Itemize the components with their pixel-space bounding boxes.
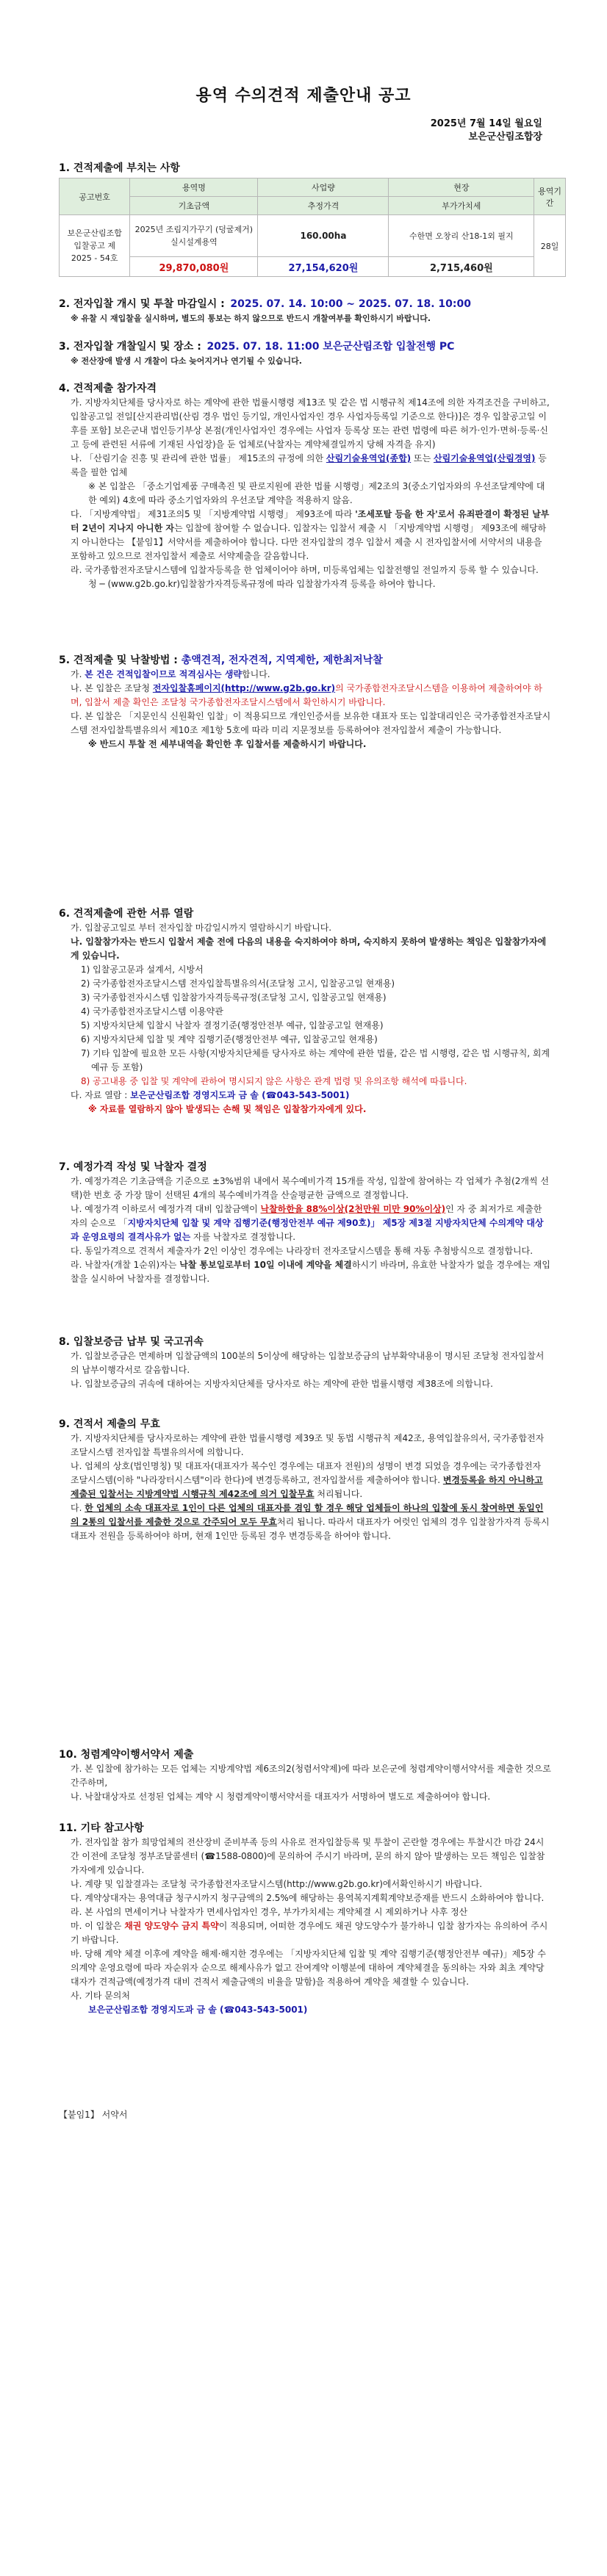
section-6 xyxy=(59,907,551,1116)
section-2-heading: 2. 전자입찰 개시 및 투찰 마감일시 : xyxy=(59,298,225,310)
s5-item-ga: 가. 본 건은 견적입찰이므로 적격심사는 생략합니다. xyxy=(71,669,270,679)
section-10-heading: 10. 청렴계약이행서약서 제출 xyxy=(59,1749,194,1761)
section-11-heading: 11. 기타 참고사항 xyxy=(59,1822,144,1834)
issuer: 보은군산림조합장 xyxy=(468,131,542,142)
s7-item-na: 나. 예정가격 이하로서 예정가격 대비 입찰금액이 낙찰하한율 88%이상(2천만원 미만 90%이상)인 자 중 최저가로 제출한 자의 순으로 「지방자치단체 입찰 및 계약 집행기준(행정안전부 예규 제90호)」 제5장 제3절 지방자치단체 수의계약 대상과 운영요령의 결격사유가 없는 자를 낙찰자로 결정합니다. xyxy=(71,1204,544,1242)
hdr-site: 현장 xyxy=(389,178,534,197)
s6-doc-3: 3) 국가종합전자시스템 입찰참가자격등록규정(조달청 고시, 입찰공고일 현재용) xyxy=(81,992,387,1003)
section-3 xyxy=(59,340,551,368)
s9-item-ga: 가. 지방자치단체를 당사자로하는 계약에 관한 법률시행령 제39조 및 동법 시행규칙 제42조, 용역입찰유의서, 국가종합전자조달시스템 전자입찰 특별유의서에 의합니다. xyxy=(71,1433,545,1457)
s6-item-ga: 가. 입찰공고일로 부터 전자입찰 마감일시까지 열람하시기 바랍니다. xyxy=(71,923,332,933)
s4-item-na: 나. 「산림기술 진흥 및 관리에 관한 법률」 제15조의 규정에 의한 산림기술용역업(종합) 또는 산림기술용역업(산림경영) 등록을 필한 업체 xyxy=(71,453,547,477)
s6-item-da: 다. 자료 열람 : 보은군산림조합 경영지도과 금 솔 (☎043-543-5001) xyxy=(71,1090,350,1100)
s4-note: ※ 본 입찰은 「중소기업제품 구매촉진 및 판로지원에 관한 법률 시행령」제2조의 3(중소기업자와의 우선조달계약에 대한 예외) 4호에 따라 중소기업자와의 우선조달 계약을 적용하지 않음. xyxy=(88,481,545,505)
estimated-price: 27,154,620원 xyxy=(258,257,389,277)
section-8-heading: 8. 입찰보증금 납부 및 국고귀속 xyxy=(59,1336,204,1348)
s6-item-na: 나. 입찰참가자는 반드시 입찰서 제출 전에 다음의 내용을 숙지하여야 하며, 숙지하지 못하여 발생하는 책임은 입찰참가자에게 있습니다. xyxy=(71,937,547,961)
s5-item-da: 다. 본 입찰은 「지문인식 신원확인 입찰」이 적용되므로 개인인증서를 보유한 대표자 또는 입찰대리인은 국가종합전자조달시스템 전자입찰특별유의서 제10조 제1항 5호에 따라 미리 지문정보를 등록하여야 전자입찰서 제출이 가능합니다. xyxy=(71,711,551,735)
section-3-note: ※ 전산장애 발생 시 개찰이 다소 늦어지거나 연기될 수 있습니다. xyxy=(71,356,302,366)
s7-item-ra: 라. 낙찰자(개찰 1순위)자는 낙찰 통보일로부터 10일 이내에 계약을 체결하시기 바라며, 유효한 낙찰자가 없을 경우에는 재입찰을 실시하여 낙찰자를 결정합니다. xyxy=(71,1260,550,1284)
s11-item-da: 다. 계약상대자는 용역대금 청구시까지 청구금액의 2.5%에 해당하는 용역복지계획계약보증재를 반드시 소화하여야 합니다. xyxy=(71,1893,545,1903)
business-qty: 160.00ha xyxy=(258,215,389,257)
service-name: 2025년 조림지가꾸기 (덩굴제거) 실시설계용역 xyxy=(130,215,258,257)
section-3-heading: 3. 전자입찰 개찰일시 및 장소 : xyxy=(59,341,201,353)
s6-doc-4: 4) 국가종합전자조달시스템 이용약관 xyxy=(81,1006,223,1017)
section-6-heading: 6. 견적제출에 관한 서류 열람 xyxy=(59,908,194,920)
section-9-heading: 9. 견적서 제출의 무효 xyxy=(59,1418,160,1430)
s8-item-ga: 가. 입찰보증금은 면제하며 입찰금액의 100분의 5이상에 해당하는 입찰보증금의 납부확약내용이 명시된 조달청 전자입찰서의 납부이행각서로 갈음합니다. xyxy=(71,1351,545,1375)
bid-period: 2025. 07. 14. 10:00 ~ 2025. 07. 18. 10:00 xyxy=(230,298,471,310)
attachment-label: 【붙임1】 서약서 xyxy=(59,2110,128,2120)
vat-amount: 2,715,460원 xyxy=(389,257,534,277)
s4-item-ra: 라. 국가종합전자조달시스템에 입찰자등록을 한 업체이어야 하며, 미등록업체는 입찰전행일 전일까지 등록 할 수 있습니다. xyxy=(71,565,539,575)
hdr-service: 용역명 xyxy=(130,178,258,197)
s9-item-na: 나. 업체의 상호(법인명칭) 및 대표자(대표자가 복수인 경우에는 대표자 전원)의 성명이 변경 되었을 경우에는 국가종합전자 조달시스템(이하 "나라장터시스템"이라 한다)에 변경등록하고, 전자입찰서를 제출하여야 합니다. 변경등록을 하지 아니하고 제출된 입찰서는 지방계약법 시행규칙 제42조에 의거 입찰무효 처리됩니다. xyxy=(71,1461,543,1499)
overview-table xyxy=(59,178,566,277)
hdr-period: 용역기간 xyxy=(534,178,566,215)
s7-item-da: 다. 동일가격으로 견적서 제출자가 2인 이상인 경우에는 나라장터 전자조달시스템을 통해 자동 추첨방식으로 결정합니다. xyxy=(71,1246,534,1256)
s7-item-ga: 가. 예정가격은 기초금액을 기준으로 ±3%범위 내에서 복수예비가격 15개를 작성, 입찰에 참여하는 각 업체가 추첨(2개씩 선택)한 번호 중 가장 많이 선택된 4개의 복수예비가격을 산술평균한 금액으로 결정합니다. xyxy=(71,1176,549,1200)
section-10 xyxy=(59,1748,551,1804)
s11-item-sa: 사. 기타 문의처 xyxy=(71,1991,130,2001)
issue-date: 2025년 7월 14일 월요일 xyxy=(430,118,542,129)
section-2-note: ※ 유찰 시 재입찰을 실시하며, 별도의 통보는 하지 않으므로 반드시 개찰여부를 확인하시기 바랍니다. xyxy=(71,314,431,323)
s10-item-na: 나. 낙찰대상자로 선정된 업체는 계약 시 청렴계약이행서약서를 대표자가 서명하여 별도로 제출하여야 합니다. xyxy=(71,1792,491,1802)
s6-doc-6: 6) 지방자치단체 입찰 및 계약 집행기준(행정안전부 예규, 입찰공고일 현재용) xyxy=(81,1034,378,1045)
hdr-est: 추정가격 xyxy=(258,197,389,215)
section-5 xyxy=(59,654,551,751)
hdr-vat: 부가가치세 xyxy=(389,197,534,215)
s11-contact: 보은군산림조합 경영지도과 금 솔 (☎043-543-5001) xyxy=(88,2005,308,2015)
issue-info xyxy=(431,118,542,144)
s4-item-ga: 가. 지방자치단체를 당사자로 하는 계약에 관한 법률시행령 제13조 및 같은 법 시행규칙 제14조에 의한 자격조건을 구비하고, 입찰공고일 전일[산지관리법(산림 경우 법인 등기일, 개인사업자인 경우 사업자등록일 기준으로 한다)]은 경우 입찰공고일 이후를 포함] 보은군내 법인등기부상 본점(개인사업자인 경우에는 사업자 등록상 또는 관련 법령에 따른 허가·인가·면허·등록·신고 등에 관련된 서류에 기재된 사업장)을 둔 업체로(낙찰자는 계약체결일까지 당해 자격을 유지) xyxy=(71,397,550,450)
s4-item-da: 다. 「지방계약법」 제31조의5 및 「지방계약법 시행령」 제93조에 따라 '조세포탈 등을 한 자'로서 유죄판결이 확정된 날부터 2년이 지나지 아니한 자는 입찰에 참여할 수 없습니다. 입찰자는 입찰서 제출 시 「지방계약법 시행령」 제93조에 해당하지 아니한다는 【붙임1】서약서를 제출하여야 합니다. 다만 전자입찰의 경우 입찰서 제출 시 전자입찰서에 서약서의 내용을 포함하고 있으므로 전자입찰서 제출로 서약제출을 갈음합니다. xyxy=(71,509,550,561)
section-8 xyxy=(59,1335,551,1391)
s11-item-ra: 라. 본 사업의 면세이거나 낙찰자가 면세사업자인 경우, 부가가치세는 계약체결 시 제외하거나 사후 정산 xyxy=(71,1907,468,1917)
hdr-business: 사업량 xyxy=(258,178,389,197)
s5-note: ※ 반드시 투찰 전 세부내역을 확인한 후 입찰서를 제출하시기 바랍니다. xyxy=(88,739,367,749)
section-9 xyxy=(59,1418,551,1543)
section-1-heading: 1. 견적제출에 부치는 사항 xyxy=(59,162,180,174)
notice-number: 보은군산림조합 입찰공고 제 2025 - 54호 xyxy=(60,215,130,277)
site-location: 수한면 오창리 산18-1외 필지 xyxy=(389,215,534,257)
s10-item-ga: 가. 본 입찰에 참가하는 모든 업체는 지방계약법 제6조의2(청렴서약제)에 따라 보은군에 청렴계약이행서약서를 제출한 것으로 간주하며, xyxy=(71,1764,551,1788)
hdr-base: 기초금액 xyxy=(130,197,258,215)
s6-doc-5: 5) 지방자치단체 입찰시 낙찰자 결정기준(행정안전부 예규, 입찰공고일 현재용) xyxy=(81,1020,384,1031)
section-4 xyxy=(59,382,551,591)
s5-item-na: 나. 본 입찰은 조달청 전자입찰홈페이지(http://www.g2b.go.kr)의 국가종합전자조달시스템을 이용하여 제출하여야 하며, 입찰서 제출 확인은 조달청 국가종합전자조달시스템에서 확인하시기 바랍니다. xyxy=(71,683,543,707)
s6-doc-2: 2) 국가종합전자조달시스템 전자입찰특별유의서(조달청 고시, 입찰공고일 현재용) xyxy=(81,978,395,989)
s11-item-ga: 가. 전자입찰 참가 희망업체의 전산장비 준비부족 등의 사유로 전자입찰등록 및 투찰이 곤란할 경우에는 투찰시간 마감 24시간 이전에 조달청 정부조달콜센터 (☎1588-0800)에 문의하여 주시기 바라며, 문의 하지 않아 발생하는 모든 책임은 입찰참가자에게 있습니다. xyxy=(71,1837,545,1875)
page-title: 용역 수의견적 제출안내 공고 xyxy=(195,87,412,105)
opening-info: 2025. 07. 18. 11:00 보은군산림조합 입찰전행 PC xyxy=(206,341,455,353)
section-7-heading: 7. 예정가격 작성 및 낙찰자 결정 xyxy=(59,1161,207,1173)
s8-item-na: 나. 입찰보증금의 귀속에 대하여는 지방자치단체를 당사자로 하는 계약에 관한 법률시행령 제38조에 의합니다. xyxy=(71,1379,493,1389)
section-4-heading: 4. 견적제출 참가자격 xyxy=(59,383,157,394)
attachment-note xyxy=(59,2108,551,2122)
section-2 xyxy=(59,297,551,325)
bid-method: 총액견적, 전자견적, 지역제한, 제한최저낙찰 xyxy=(181,654,383,666)
section-11 xyxy=(59,1822,551,2017)
section-5-heading: 5. 견적제출 및 낙찰방법 : xyxy=(59,654,182,666)
s6-doc-7: 7) 기타 입찰에 필요한 모든 사항(지방자치단체를 당사자로 하는 계약에 관한 법률, 같은 법 시행령, 같은 법 시행규칙, 회계 예규 등 포함) xyxy=(81,1048,550,1072)
s9-item-da: 다. 한 업체의 소속 대표자로 1인이 다른 업체의 대표자를 겸임 할 경우 해당 업체들이 하나의 입찰에 동시 참여하면 동일인의 2통의 입찰서를 제출한 것으로 간주되어 모두 무효처리 됩니다. 따라서 대표자가 여럿인 업체의 경우 입찰참가자격 등록시 대표자 전원을 등록하여야 하며, 현재 1인만 등록된 경우 변경등록을 하여야 합니다. xyxy=(71,1503,550,1541)
s11-item-na: 나. 계량 및 입찰결과는 조달청 국가종합전자조달시스템(http://www.g2b.go.kr)에서확인하시기 바랍니다. xyxy=(71,1879,483,1889)
s6-note: ※ 자료를 열람하지 않아 발생되는 손해 및 책임은 입찰참가자에게 있다. xyxy=(88,1104,367,1114)
service-period: 28일 xyxy=(534,215,566,277)
section-1 xyxy=(59,162,551,176)
s11-item-ma: 마. 이 입찰은 채권 양도양수 금지 특약이 적용되며, 어떠한 경우에도 채권 양도양수가 불가하니 입찰 참가자는 유의하여 주시기 바랍니다. xyxy=(71,1921,548,1945)
s4-item-ra-url: 청 ─ (www.g2b.go.kr)입찰참가자격등록규정에 따라 입찰참가자격 등록을 하여야 합니다. xyxy=(88,579,436,589)
s6-doc-8: 8) 공고내용 중 입찰 및 계약에 관하여 명시되지 않은 사항은 관계 법령 및 유의조항 해석에 따릅니다. xyxy=(81,1076,467,1086)
section-7 xyxy=(59,1161,551,1286)
hdr-notice: 공고번호 xyxy=(60,178,130,215)
s6-doc-1: 1) 입찰공고문과 설계서, 시방서 xyxy=(81,964,204,975)
base-amount: 29,870,080원 xyxy=(130,257,258,277)
s11-item-ba: 바. 당해 계약 체결 이후에 계약을 해제·해지한 경우에는 「지방자치단체 입찰 및 계약 집행기준(행정안전부 예규)」제5장 수의계약 운영요령에 따라 자순위자 순으로 해제사유가 없고 잔여계약 이행분에 대하여 계약체결을 동의하는 자와 최초 계약당대자가 견적금액(예정가격 대비 견적서 제출금액의 비율을 말함)을 적용하여 계약을 체결할 수 있습니다. xyxy=(71,1949,546,1987)
